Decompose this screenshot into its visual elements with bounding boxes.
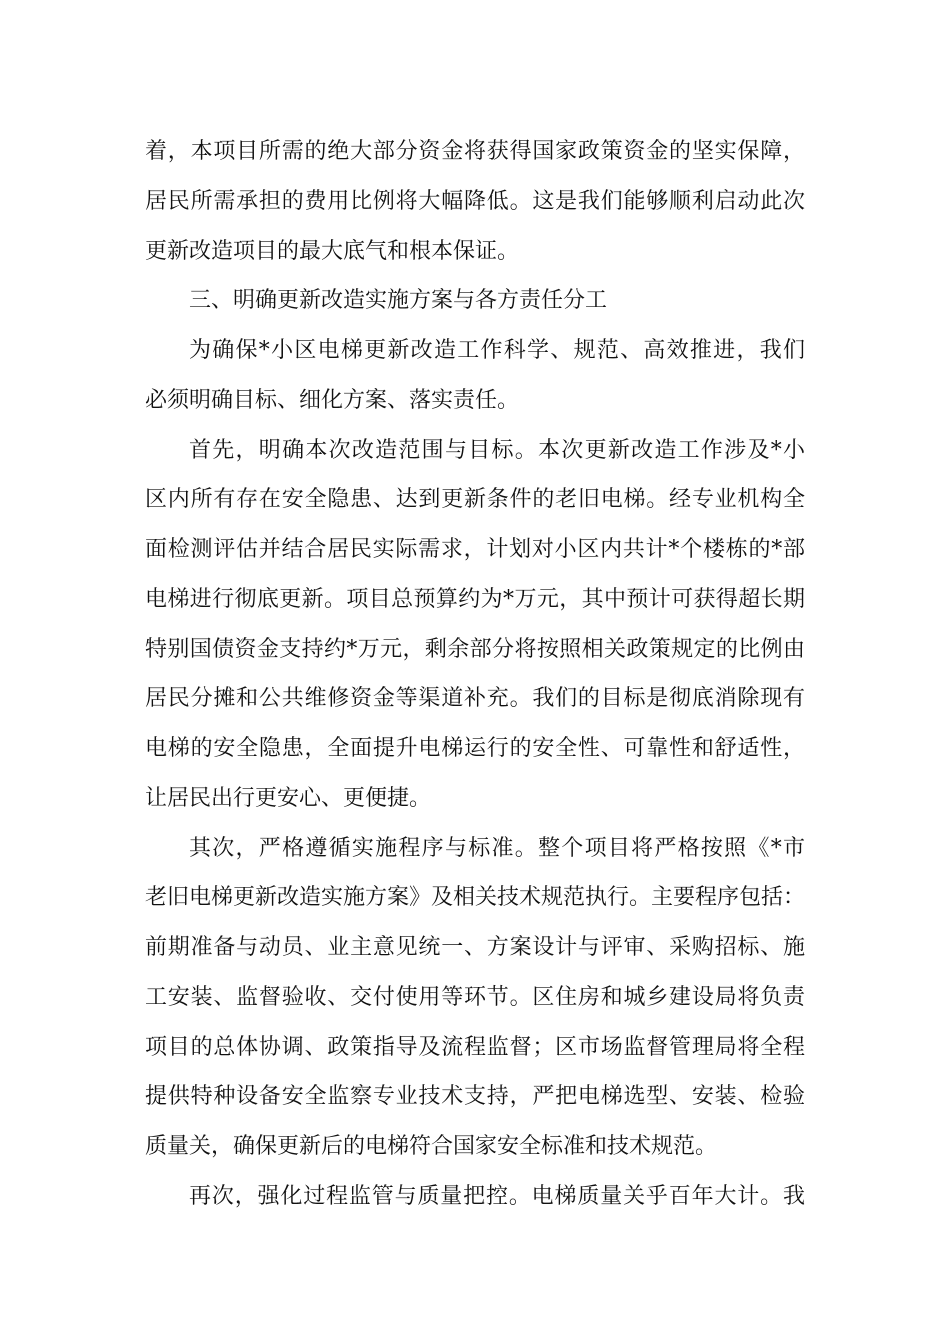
paragraph-line: 更新改造项目的最大底气和根本保证。	[145, 238, 520, 264]
paragraph-line: 让居民出行更安心、更便捷。	[145, 785, 432, 811]
paragraph-line: 项目的总体协调、政策指导及流程监督；区市场监督管理局将全程	[145, 1034, 805, 1060]
paragraph-line: 为确保*小区电梯更新改造工作科学、规范、高效推进，我们	[189, 338, 805, 363]
paragraph-line: 着，本项目所需的绝大部分资金将获得国家政策资金的坚实保障，	[145, 139, 805, 164]
paragraph-line: 居民分摊和公共维修资金等渠道补充。我们的目标是彻底消除现有	[145, 686, 805, 712]
paragraph-line: 居民所需承担的费用比例将大幅降低。这是我们能够顺利启动此次	[145, 188, 805, 214]
paragraph-line: 电梯进行彻底更新。项目总预算约为*万元，其中预计可获得超长期	[145, 586, 805, 612]
paragraph-line: 前期准备与动员、业主意见统一、方案设计与评审、采购招标、施	[145, 935, 805, 960]
paragraph-line: 提供特种设备安全监察专业技术支持，严把电梯选型、安装、检验	[145, 1084, 805, 1110]
paragraph-line: 面检测评估并结合居民实际需求，计划对小区内共计*个楼栋的*部	[145, 537, 805, 562]
paragraph-line: 必须明确目标、细化方案、落实责任。	[145, 387, 520, 413]
paragraph-line: 其次，严格遵循实施程序与标准。整个项目将严格按照《*市	[189, 835, 805, 861]
paragraph-line: 老旧电梯更新改造实施方案》及相关技术规范执行。主要程序包括：	[145, 885, 806, 911]
paragraph-line: 特别国债资金支持约*万元，剩余部分将按照相关政策规定的比例由	[145, 636, 805, 662]
paragraph-line: 工安装、监督验收、交付使用等环节。区住房和城乡建设局将负责	[145, 984, 805, 1010]
paragraph-line: 首先，明确本次改造范围与目标。本次更新改造工作涉及*小	[189, 437, 805, 463]
paragraph-line: 再次，强化过程监管与质量把控。电梯质量关乎百年大计。我	[189, 1183, 805, 1209]
paragraph-line: 质量关，确保更新后的电梯符合国家安全标准和技术规范。	[145, 1134, 718, 1159]
paragraph-line: 区内所有存在安全隐患、达到更新条件的老旧电梯。经专业机构全	[145, 487, 805, 513]
section-heading: 三、明确更新改造实施方案与各方责任分工	[189, 288, 608, 314]
paragraph-line: 电梯的安全隐患，全面提升电梯运行的安全性、可靠性和舒适性，	[145, 736, 805, 761]
